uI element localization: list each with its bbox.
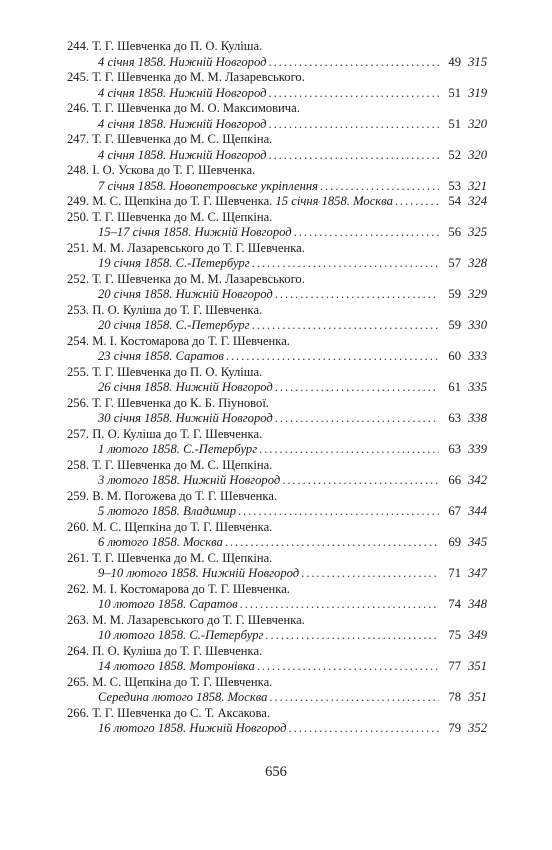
entry-location bbox=[276, 194, 393, 210]
entry-line bbox=[67, 411, 487, 427]
entry-date: 10 лютого 1858. bbox=[98, 628, 187, 642]
entry-line bbox=[67, 148, 487, 164]
entry-source-page: 329 bbox=[468, 287, 487, 301]
entry-date: 16 лютого 1858. bbox=[98, 721, 187, 735]
dot-leader bbox=[252, 318, 439, 334]
entry-source-page: 348 bbox=[468, 597, 487, 611]
entry-title: 250. Т. Г. Шевченка до М. С. Щепкіна. bbox=[67, 209, 273, 224]
dot-leader bbox=[268, 117, 439, 133]
entry-line bbox=[67, 55, 487, 71]
entry-page: 53 bbox=[448, 178, 461, 193]
entry-place: Нижній Новгород bbox=[194, 225, 292, 239]
toc-entry bbox=[67, 582, 487, 613]
entry-place: Нижній Новгород bbox=[175, 380, 273, 394]
entry-title: 263. М. М. Лазаревського до Т. Г. Шевченка. bbox=[67, 612, 305, 627]
entry-date: 7 січня 1858. bbox=[98, 178, 167, 193]
dot-leader bbox=[268, 55, 439, 71]
entry-line bbox=[67, 380, 487, 396]
toc-entry bbox=[67, 489, 487, 520]
entry-page: 54 bbox=[448, 194, 461, 208]
toc-entry bbox=[67, 163, 487, 194]
entry-page: 67 bbox=[448, 504, 461, 518]
dot-leader bbox=[269, 690, 439, 706]
entry-title: 265. М. С. Щепкіна до Т. Г. Шевченка. bbox=[67, 674, 273, 689]
dot-leader bbox=[259, 442, 439, 458]
entry-source-page: 338 bbox=[468, 411, 487, 425]
entry-location bbox=[98, 473, 280, 489]
entry-title: 245. Т. Г. Шевченка до М. М. Лазаревського. bbox=[67, 70, 305, 84]
dot-leader bbox=[301, 566, 439, 582]
dot-leader bbox=[257, 659, 439, 675]
entry-place: Саратов bbox=[175, 349, 224, 363]
entry-source-page: 319 bbox=[468, 85, 487, 100]
entry-page: 49 bbox=[448, 54, 461, 69]
entry-date: 3 лютого 1858. bbox=[98, 473, 180, 487]
page-number: 656 bbox=[265, 764, 287, 780]
entry-page: 51 bbox=[448, 116, 461, 131]
entry-place: Новопетровське укріплення bbox=[169, 178, 318, 193]
entry-date: 6 лютого 1858. bbox=[98, 535, 180, 549]
entry-location bbox=[98, 117, 266, 133]
entry-page: 69 bbox=[448, 535, 461, 549]
entry-date: 5 лютого 1858. bbox=[98, 504, 180, 518]
entry-source-page: 351 bbox=[468, 690, 487, 704]
entry-title: 255. Т. Г. Шевченка до П. О. Куліша. bbox=[67, 364, 263, 379]
entry-line bbox=[67, 225, 487, 241]
entry-page: 56 bbox=[448, 225, 461, 239]
entry-source-page: 351 bbox=[468, 659, 487, 673]
entry-date: 9–10 лютого 1858. bbox=[98, 566, 199, 580]
entry-location bbox=[98, 690, 267, 706]
entry-title: 266. Т. Г. Шевченка до С. Т. Аксакова. bbox=[67, 705, 270, 720]
entry-location bbox=[98, 380, 273, 396]
entry-place: Нижній Новгород bbox=[169, 116, 267, 131]
toc-entry bbox=[67, 272, 487, 303]
dot-leader bbox=[252, 256, 439, 272]
entry-line bbox=[67, 721, 487, 737]
entry-location bbox=[98, 287, 273, 303]
entry-source-page: 328 bbox=[468, 256, 487, 270]
toc-entry bbox=[67, 132, 487, 163]
entry-place: Москва bbox=[227, 690, 268, 704]
entry-title: 253. П. О. Куліша до Т. Г. Шевченка. bbox=[67, 302, 263, 317]
entry-date: 4 січня 1858. bbox=[98, 54, 167, 69]
dot-leader bbox=[395, 194, 439, 210]
entry-source-page: 349 bbox=[468, 628, 487, 642]
entry-title: 246. Т. Г. Шевченка до М. О. Максимовича. bbox=[67, 101, 300, 115]
toc-entry bbox=[67, 334, 487, 365]
entry-location bbox=[98, 225, 292, 241]
entry-source-page: 344 bbox=[468, 504, 487, 518]
entry-line bbox=[67, 287, 487, 303]
entry-page: 57 bbox=[448, 256, 461, 270]
entry-date: 10 лютого 1858. bbox=[98, 597, 187, 611]
entry-place: Нижній Новгород bbox=[183, 473, 281, 487]
toc-entry bbox=[67, 458, 487, 489]
entry-title: 249. М. С. Щепкіна до Т. Г. Шевченка. bbox=[67, 194, 273, 208]
entry-date: 20 січня 1858. bbox=[98, 287, 173, 301]
entry-title: 254. М. І. Костомарова до Т. Г. Шевченка. bbox=[67, 333, 290, 348]
entry-source-page: 320 bbox=[468, 147, 487, 162]
dot-leader bbox=[289, 721, 439, 737]
entry-place: Нижній Новгород bbox=[175, 287, 273, 301]
entry-title: 258. Т. Г. Шевченка до М. С. Щепкіна. bbox=[67, 457, 273, 472]
entry-place: Нижній Новгород bbox=[189, 721, 287, 735]
entry-line bbox=[67, 566, 487, 582]
dot-leader bbox=[238, 504, 439, 520]
toc-entry bbox=[67, 70, 487, 101]
entry-location bbox=[98, 535, 223, 551]
entry-page: 51 bbox=[448, 85, 461, 100]
entry-page: 60 bbox=[448, 349, 461, 363]
entry-line bbox=[67, 349, 487, 365]
toc-entry bbox=[67, 210, 487, 241]
toc-entry bbox=[67, 39, 487, 70]
entry-title: 248. І. О. Ускова до Т. Г. Шевченка. bbox=[67, 163, 256, 177]
entry-title: 256. Т. Г. Шевченка до К. Б. Піунової. bbox=[67, 395, 269, 410]
dot-leader bbox=[240, 597, 439, 613]
entry-source-page: 321 bbox=[468, 178, 487, 193]
entry-location bbox=[98, 659, 255, 675]
entry-page: 52 bbox=[448, 147, 461, 162]
dot-leader bbox=[294, 225, 439, 241]
entry-date: 19 січня 1858. bbox=[98, 256, 173, 270]
dot-leader bbox=[275, 411, 439, 427]
entry-line bbox=[67, 628, 487, 644]
entry-page: 59 bbox=[448, 318, 461, 332]
entry-location bbox=[98, 318, 250, 334]
entry-title: 261. Т. Г. Шевченка до М. С. Щепкіна. bbox=[67, 550, 273, 565]
dot-leader bbox=[275, 380, 439, 396]
entry-location bbox=[98, 566, 299, 582]
toc-entry bbox=[67, 241, 487, 272]
entry-title: 252. Т. Г. Шевченка до М. М. Лазаревського. bbox=[67, 271, 305, 286]
entry-title: 264. П. О. Куліша до Т. Г. Шевченка. bbox=[67, 643, 263, 658]
entry-place: Нижній Новгород bbox=[169, 147, 267, 162]
dot-leader bbox=[275, 287, 439, 303]
dot-leader bbox=[265, 628, 439, 644]
entry-line bbox=[67, 318, 487, 334]
dot-leader bbox=[268, 86, 439, 102]
entry-title: 260. М. С. Щепкіна до Т. Г. Шевченка. bbox=[67, 519, 273, 534]
entry-date: 4 січня 1858. bbox=[98, 116, 167, 131]
toc-entry bbox=[67, 706, 487, 737]
entry-title: 251. М. М. Лазаревського до Т. Г. Шевченка. bbox=[67, 240, 305, 255]
entry-line bbox=[67, 117, 487, 133]
entry-location bbox=[98, 179, 318, 195]
entry-source-page: 342 bbox=[468, 473, 487, 487]
entry-date: Середина лютого 1858. bbox=[98, 690, 225, 704]
entry-page: 71 bbox=[448, 566, 461, 580]
entry-date: 4 січня 1858. bbox=[98, 85, 167, 100]
entry-line bbox=[67, 179, 487, 195]
entry-line bbox=[67, 442, 487, 458]
entry-date: 30 січня 1858. bbox=[98, 411, 173, 425]
entry-date: 20 січня 1858. bbox=[98, 318, 173, 332]
entry-place: С.-Петербург bbox=[175, 256, 250, 270]
toc-entry bbox=[67, 520, 487, 551]
dot-leader bbox=[320, 179, 439, 195]
toc-entry bbox=[67, 101, 487, 132]
entry-source-page: 330 bbox=[468, 318, 487, 332]
entry-source-page: 339 bbox=[468, 442, 487, 456]
entry-page: 63 bbox=[448, 411, 461, 425]
entry-source-page: 347 bbox=[468, 566, 487, 580]
entry-location bbox=[98, 349, 224, 365]
entry-source-page: 315 bbox=[468, 54, 487, 69]
entry-line bbox=[67, 659, 487, 675]
entry-date: 23 січня 1858. bbox=[98, 349, 173, 363]
entry-title: 257. П. О. Куліша до Т. Г. Шевченка. bbox=[67, 426, 263, 441]
toc-entry bbox=[67, 613, 487, 644]
entry-place: С.-Петербург bbox=[183, 442, 258, 456]
entry-date: 26 січня 1858. bbox=[98, 380, 173, 394]
entry-location bbox=[98, 442, 257, 458]
entry-date: 1 лютого 1858. bbox=[98, 442, 180, 456]
entry-page: 75 bbox=[448, 628, 461, 642]
entry-source-page: 333 bbox=[468, 349, 487, 363]
entry-location bbox=[98, 504, 236, 520]
entry-location bbox=[98, 411, 273, 427]
entry-title: 262. М. І. Костомарова до Т. Г. Шевченка. bbox=[67, 581, 290, 596]
entry-page: 63 bbox=[448, 442, 461, 456]
entry-place: Нижній Новгород bbox=[169, 85, 267, 100]
entry-place: С.-Петербург bbox=[189, 628, 264, 642]
toc-entry bbox=[67, 427, 487, 458]
entry-location bbox=[98, 55, 266, 71]
entry-location bbox=[98, 148, 266, 164]
toc-entry bbox=[67, 303, 487, 334]
entry-title: 247. Т. Г. Шевченка до М. С. Щепкіна. bbox=[67, 132, 273, 146]
entry-place: Нижній Новгород bbox=[169, 54, 267, 69]
entry-page: 78 bbox=[448, 690, 461, 704]
entry-place: Саратов bbox=[189, 597, 238, 611]
entry-page: 61 bbox=[448, 380, 461, 394]
entry-line bbox=[67, 504, 487, 520]
entry-location bbox=[98, 86, 266, 102]
entry-source-page: 325 bbox=[468, 225, 487, 239]
toc-entry bbox=[67, 194, 487, 210]
entry-date: 4 січня 1858. bbox=[98, 147, 167, 162]
entry-title: 259. В. М. Погожева до Т. Г. Шевченка. bbox=[67, 488, 278, 503]
entry-source-page: 324 bbox=[468, 194, 487, 208]
entry-place: С.-Петербург bbox=[175, 318, 250, 332]
entry-title: 244. Т. Г. Шевченка до П. О. Куліша. bbox=[67, 39, 263, 53]
entry-location bbox=[98, 256, 250, 272]
entry-place: Москва bbox=[183, 535, 223, 549]
toc-entry bbox=[67, 365, 487, 396]
toc-entry bbox=[67, 551, 487, 582]
table-of-contents bbox=[67, 39, 487, 737]
entry-line bbox=[67, 256, 487, 272]
entry-location bbox=[98, 597, 238, 613]
dot-leader bbox=[226, 349, 439, 365]
entry-line bbox=[67, 690, 487, 706]
entry-page: 59 bbox=[448, 287, 461, 301]
entry-place: Москва bbox=[353, 194, 393, 208]
entry-source-page: 352 bbox=[468, 721, 487, 735]
dot-leader bbox=[225, 535, 439, 551]
entry-page: 77 bbox=[448, 659, 461, 673]
entry-place: Нижній Новгород bbox=[201, 566, 300, 580]
entry-line bbox=[67, 86, 487, 102]
entry-page: 66 bbox=[448, 473, 461, 487]
entry-date: 14 лютого 1858. bbox=[98, 659, 187, 673]
entry-location bbox=[98, 721, 287, 737]
toc-entry bbox=[67, 644, 487, 675]
dot-leader bbox=[268, 148, 439, 164]
entry-page: 74 bbox=[448, 597, 461, 611]
entry-location bbox=[98, 628, 263, 644]
entry-place: Нижній Новгород bbox=[175, 411, 273, 425]
entry-source-page: 345 bbox=[468, 535, 487, 549]
toc-entry bbox=[67, 396, 487, 427]
entry-line bbox=[67, 535, 487, 551]
toc-entry bbox=[67, 675, 487, 706]
entry-date: 15–17 січня 1858. bbox=[98, 225, 192, 239]
entry-source-page: 320 bbox=[468, 116, 487, 131]
entry-place: Владимир bbox=[183, 504, 236, 518]
entry-source-page: 335 bbox=[468, 380, 487, 394]
entry-date: 15 січня 1858. bbox=[275, 194, 350, 208]
entry-place: Мотронівка bbox=[189, 659, 255, 673]
entry-page: 79 bbox=[448, 721, 461, 735]
entry-line bbox=[67, 473, 487, 489]
dot-leader bbox=[282, 473, 439, 489]
entry-line bbox=[67, 194, 487, 210]
entry-line bbox=[67, 597, 487, 613]
